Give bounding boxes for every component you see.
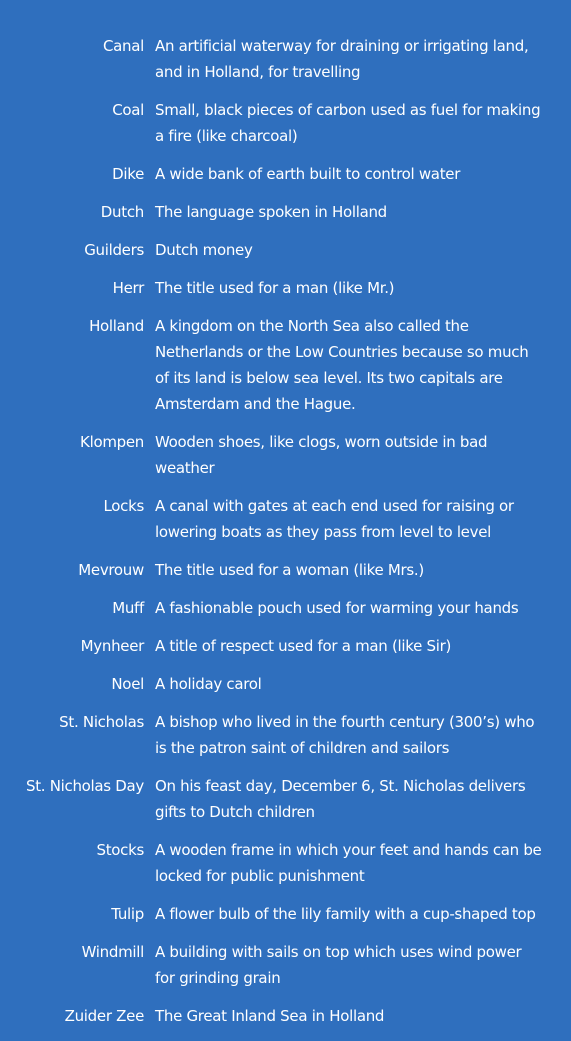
glossary-entry xyxy=(0,161,571,187)
glossary-definition: On his feast day, December 6, St. Nicholas delivers gifts to Dutch children xyxy=(155,777,526,821)
glossary-term: Klompen xyxy=(80,433,144,451)
glossary-entry xyxy=(0,429,571,481)
glossary-entry xyxy=(0,237,571,263)
glossary-term: Noel xyxy=(111,675,144,693)
glossary-entry xyxy=(0,595,571,621)
glossary-term: Coal xyxy=(112,101,144,119)
glossary-definition: The Great Inland Sea in Holland xyxy=(155,1007,385,1025)
glossary-term: Muff xyxy=(112,599,144,617)
glossary-entry xyxy=(0,33,571,85)
glossary-entry xyxy=(0,633,571,659)
glossary-term: Stocks xyxy=(96,841,144,859)
glossary-definition: Dutch money xyxy=(155,241,253,259)
glossary-definition: A title of respect used for a man (like Sir) xyxy=(155,637,451,655)
glossary-definition: The language spoken in Holland xyxy=(155,203,387,221)
glossary-entry xyxy=(0,493,571,545)
glossary-term: Herr xyxy=(112,279,144,297)
glossary-definition: The title used for a woman (like Mrs.) xyxy=(155,561,424,579)
glossary-definition: A canal with gates at each end used for raising or lowering boats as they pass from level to level xyxy=(155,497,514,541)
glossary-entry xyxy=(0,671,571,697)
glossary-entry xyxy=(0,773,571,825)
glossary-entry xyxy=(0,939,571,991)
glossary-definition: An artificial waterway for draining or irrigating land, and in Holland, for travelling xyxy=(155,37,529,81)
glossary-entry xyxy=(0,1003,571,1029)
glossary-definition: A flower bulb of the lily family with a cup-shaped top xyxy=(155,905,536,923)
glossary-definition: Wooden shoes, like clogs, worn outside in bad weather xyxy=(155,433,488,477)
glossary-definition: Small, black pieces of carbon used as fuel for making a fire (like charcoal) xyxy=(155,101,541,145)
glossary-term: Windmill xyxy=(81,943,144,961)
glossary-term: Canal xyxy=(102,37,144,55)
glossary-definition: A bishop who lived in the fourth century (300’s) who is the patron saint of children and sailors xyxy=(155,713,535,757)
glossary-term: Locks xyxy=(103,497,144,515)
glossary-entry xyxy=(0,557,571,583)
glossary-definition: A wide bank of earth built to control water xyxy=(155,165,461,183)
glossary-term: St. Nicholas Day xyxy=(25,777,144,795)
glossary-term: Mynheer xyxy=(80,637,144,655)
glossary-term: Dutch xyxy=(100,203,144,221)
glossary-entry xyxy=(0,199,571,225)
glossary-entry xyxy=(0,313,571,417)
glossary-term: Dike xyxy=(112,165,144,183)
glossary-entry xyxy=(0,97,571,149)
glossary-definition: A kingdom on the North Sea also called the Netherlands or the Low Countries because so much of its land is below sea level. Its two capitals are Amsterdam and the Hague. xyxy=(155,317,529,413)
glossary-term: St. Nicholas xyxy=(59,713,144,731)
glossary-term: Mevrouw xyxy=(78,561,144,579)
glossary-entry xyxy=(0,275,571,301)
glossary-definition: A fashionable pouch used for warming your hands xyxy=(155,599,519,617)
glossary-definition: The title used for a man (like Mr.) xyxy=(155,279,395,297)
glossary-term: Zuider Zee xyxy=(64,1007,144,1025)
glossary-list xyxy=(0,33,571,1041)
glossary-entry xyxy=(0,709,571,761)
glossary-entry xyxy=(0,837,571,889)
glossary-term: Holland xyxy=(89,317,144,335)
glossary-definition: A building with sails on top which uses wind power for grinding grain xyxy=(155,943,522,987)
glossary-entry xyxy=(0,901,571,927)
glossary-term: Tulip xyxy=(111,905,144,923)
glossary-definition: A wooden frame in which your feet and hands can be locked for public punishment xyxy=(155,841,542,885)
glossary-definition: A holiday carol xyxy=(155,675,262,693)
glossary-term: Guilders xyxy=(84,241,144,259)
